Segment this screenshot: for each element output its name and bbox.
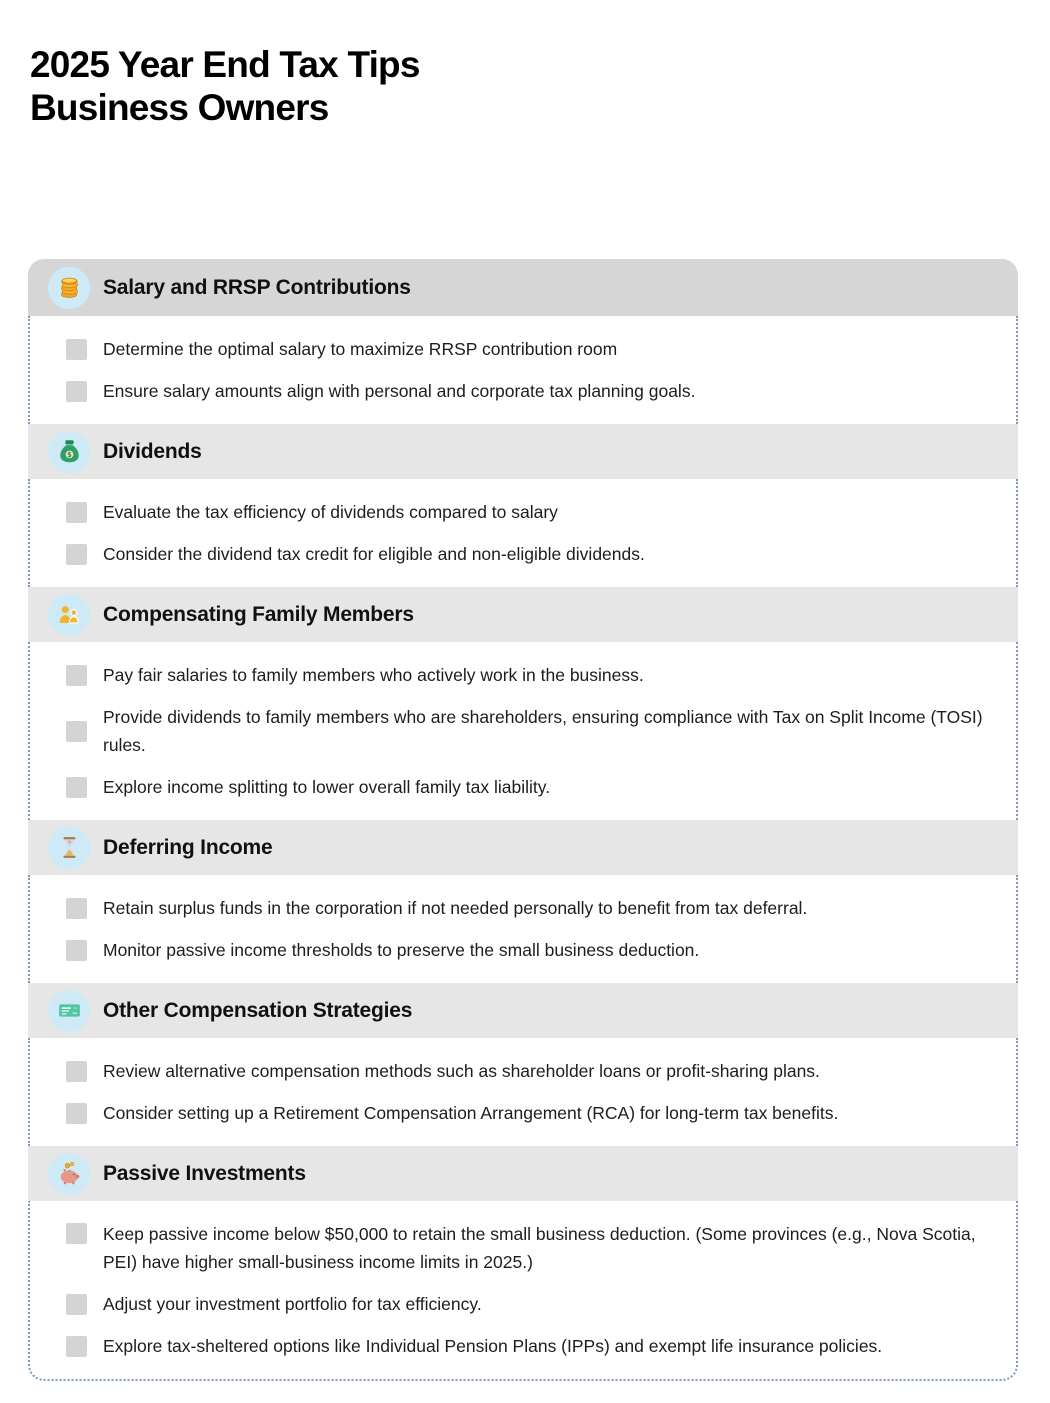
page-title-line2: Business Owners [30, 86, 329, 128]
cheque-icon [56, 997, 83, 1024]
checklist-item [30, 370, 1016, 412]
checkbox[interactable] [66, 544, 87, 565]
checklist-item [30, 654, 1016, 696]
checklist-item-text: Monitor passive income thresholds to preserve the small business deduction. [103, 940, 700, 960]
checkbox[interactable] [66, 940, 87, 961]
section-items [28, 316, 1018, 424]
family-icon [56, 601, 83, 628]
section-items [28, 642, 1018, 820]
section-items [28, 1038, 1018, 1146]
section-title: Salary and RRSP Contributions [103, 275, 411, 299]
checklist-item [30, 696, 1016, 766]
section-salary-rrsp [28, 259, 1018, 424]
checklist-container [28, 259, 1018, 1381]
section-title: Passive Investments [103, 1161, 306, 1185]
icon-circle [48, 267, 90, 309]
section-passive-investments [28, 1146, 1018, 1381]
piggy-bank-icon [56, 1160, 83, 1187]
checklist-item-text: Consider setting up a Retirement Compensation Arrangement (RCA) for long-term tax benefits. [103, 1103, 839, 1123]
checklist-item [30, 1050, 1016, 1092]
section-deferring-income [28, 820, 1018, 983]
section-family-members [28, 587, 1018, 820]
checklist-item-text: Evaluate the tax efficiency of dividends compared to salary [103, 502, 558, 522]
checklist-item-text: Explore tax-sheltered options like Individual Pension Plans (IPPs) and exempt life insurance policies. [103, 1336, 883, 1356]
checklist-item [30, 491, 1016, 533]
section-header [28, 820, 1018, 875]
checklist-item-text: Explore income splitting to lower overall family tax liability. [103, 777, 551, 797]
checklist-item [30, 929, 1016, 971]
section-header [28, 587, 1018, 642]
section-header [28, 983, 1018, 1038]
checkbox[interactable] [66, 502, 87, 523]
icon-circle [48, 990, 90, 1032]
section-title: Deferring Income [103, 835, 273, 859]
checklist-item-text: Determine the optimal salary to maximize RRSP contribution room [103, 339, 618, 359]
checklist-item-text: Review alternative compensation methods such as shareholder loans or profit-sharing plans. [103, 1061, 820, 1081]
icon-circle [48, 431, 90, 473]
icon-circle [48, 1153, 90, 1195]
checklist-item [30, 1092, 1016, 1134]
checklist-item [30, 1283, 1016, 1325]
hourglass-icon [56, 834, 83, 861]
checkbox[interactable] [66, 665, 87, 686]
checklist-item-text: Consider the dividend tax credit for eligible and non-eligible dividends. [103, 544, 645, 564]
checklist-item [30, 1325, 1016, 1367]
checklist-item-text: Retain surplus funds in the corporation if not needed personally to benefit from tax deferral. [103, 898, 808, 918]
icon-circle [48, 594, 90, 636]
checkbox[interactable] [66, 777, 87, 798]
money-bag-icon [56, 438, 83, 465]
checkbox[interactable] [66, 381, 87, 402]
checklist-item-text: Pay fair salaries to family members who actively work in the business. [103, 665, 644, 685]
svg-text:$: $ [66, 450, 72, 459]
checklist-item [30, 533, 1016, 575]
checkbox[interactable] [66, 1223, 87, 1244]
section-items [28, 1201, 1018, 1381]
checklist-item-text: Adjust your investment portfolio for tax efficiency. [103, 1294, 482, 1314]
checklist-item [30, 1213, 1016, 1283]
checkbox[interactable] [66, 1103, 87, 1124]
section-header [28, 259, 1018, 316]
checklist-item-text: Ensure salary amounts align with personal and corporate tax planning goals. [103, 381, 696, 401]
checklist-item-text: Keep passive income below $50,000 to retain the small business deduction. (Some provinces (e.g., Nova Scotia, PEI) have higher small-business income limits in 2025.) [103, 1224, 976, 1272]
icon-circle [48, 827, 90, 869]
checkbox[interactable] [66, 339, 87, 360]
checklist-item-text: Provide dividends to family members who are shareholders, ensuring compliance with Tax on Split Income (TOSI) rules. [103, 707, 983, 755]
checkbox[interactable] [66, 1294, 87, 1315]
checkbox[interactable] [66, 721, 87, 742]
checkbox[interactable] [66, 1336, 87, 1357]
section-header [28, 1146, 1018, 1201]
checklist-item [30, 887, 1016, 929]
coins-icon [56, 274, 83, 301]
section-other-compensation [28, 983, 1018, 1146]
section-items [28, 875, 1018, 983]
section-title: Other Compensation Strategies [103, 998, 413, 1022]
checkbox[interactable] [66, 1061, 87, 1082]
page-title [30, 44, 1050, 130]
page-title-line1: 2025 Year End Tax Tips [30, 44, 420, 85]
section-items [28, 479, 1018, 587]
section-dividends [28, 424, 1018, 587]
section-header [28, 424, 1018, 479]
section-title: Dividends [103, 439, 202, 463]
checklist-item [30, 766, 1016, 808]
checklist-item [30, 328, 1016, 370]
section-title: Compensating Family Members [103, 602, 414, 626]
checkbox[interactable] [66, 898, 87, 919]
